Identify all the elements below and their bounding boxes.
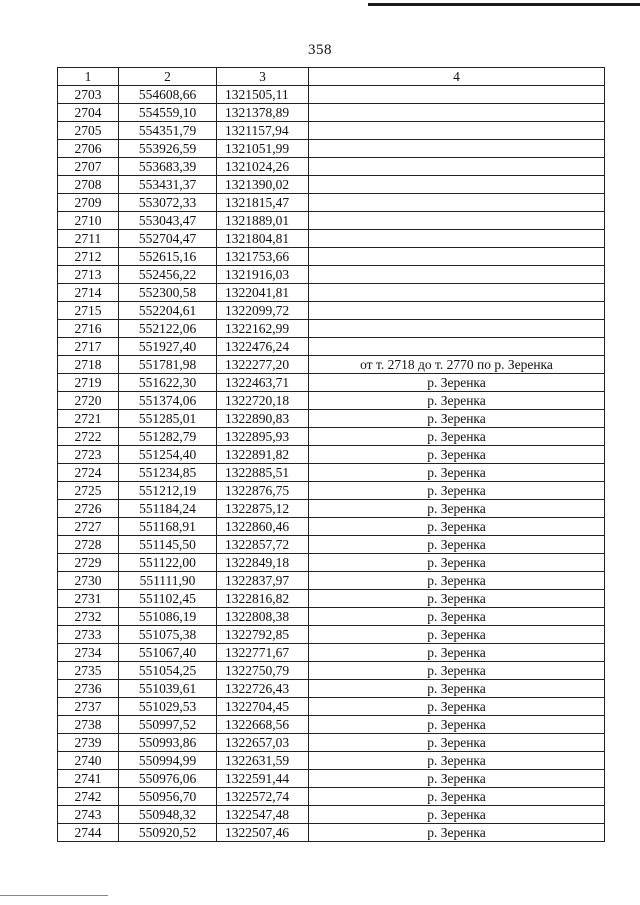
table-row — [58, 302, 605, 320]
point-number-cell: 2732 — [58, 608, 119, 626]
point-number-cell: 2729 — [58, 554, 119, 572]
point-number-cell: 2704 — [58, 104, 119, 122]
y-coordinate-cell: 1322463,71 — [217, 374, 309, 392]
table-row — [58, 806, 605, 824]
y-coordinate-cell: 1322476,24 — [217, 338, 309, 356]
description-cell: р. Зеренка — [309, 788, 605, 806]
table-row — [58, 644, 605, 662]
y-coordinate-cell: 1322891,82 — [217, 446, 309, 464]
point-number-cell: 2713 — [58, 266, 119, 284]
description-cell: р. Зеренка — [309, 536, 605, 554]
y-coordinate-cell: 1322668,56 — [217, 716, 309, 734]
description-cell — [309, 176, 605, 194]
point-number-cell: 2742 — [58, 788, 119, 806]
coordinates-table — [57, 67, 605, 842]
table-row — [58, 446, 605, 464]
table-row — [58, 680, 605, 698]
x-coordinate-cell: 551111,90 — [119, 572, 217, 590]
x-coordinate-cell: 552122,06 — [119, 320, 217, 338]
description-cell: р. Зеренка — [309, 428, 605, 446]
table-row — [58, 212, 605, 230]
point-number-cell: 2730 — [58, 572, 119, 590]
table-row — [58, 572, 605, 590]
y-coordinate-cell: 1322507,46 — [217, 824, 309, 842]
x-coordinate-cell: 551102,45 — [119, 590, 217, 608]
description-cell: р. Зеренка — [309, 608, 605, 626]
table-row — [58, 734, 605, 752]
y-coordinate-cell: 1321889,01 — [217, 212, 309, 230]
x-coordinate-cell: 551122,00 — [119, 554, 217, 572]
point-number-cell: 2744 — [58, 824, 119, 842]
x-coordinate-cell: 551622,30 — [119, 374, 217, 392]
point-number-cell: 2726 — [58, 500, 119, 518]
description-cell: р. Зеренка — [309, 590, 605, 608]
table-row — [58, 104, 605, 122]
y-coordinate-cell: 1322572,74 — [217, 788, 309, 806]
description-cell — [309, 140, 605, 158]
x-coordinate-cell: 551075,38 — [119, 626, 217, 644]
table-row — [58, 284, 605, 302]
header-col-1: 1 — [58, 68, 119, 86]
table-row — [58, 392, 605, 410]
x-coordinate-cell: 551168,91 — [119, 518, 217, 536]
point-number-cell: 2736 — [58, 680, 119, 698]
description-cell — [309, 104, 605, 122]
description-cell: р. Зеренка — [309, 716, 605, 734]
x-coordinate-cell: 551067,40 — [119, 644, 217, 662]
y-coordinate-cell: 1322099,72 — [217, 302, 309, 320]
table-row — [58, 500, 605, 518]
table-row — [58, 194, 605, 212]
x-coordinate-cell: 552704,47 — [119, 230, 217, 248]
y-coordinate-cell: 1322750,79 — [217, 662, 309, 680]
x-coordinate-cell: 551145,50 — [119, 536, 217, 554]
x-coordinate-cell: 550976,06 — [119, 770, 217, 788]
point-number-cell: 2712 — [58, 248, 119, 266]
table-row — [58, 230, 605, 248]
y-coordinate-cell: 1322860,46 — [217, 518, 309, 536]
point-number-cell: 2737 — [58, 698, 119, 716]
y-coordinate-cell: 1322849,18 — [217, 554, 309, 572]
table-row — [58, 176, 605, 194]
description-cell: р. Зеренка — [309, 662, 605, 680]
bottom-rule — [0, 895, 108, 896]
point-number-cell: 2707 — [58, 158, 119, 176]
table-row — [58, 266, 605, 284]
description-cell — [309, 338, 605, 356]
x-coordinate-cell: 553043,47 — [119, 212, 217, 230]
table-body — [58, 86, 605, 842]
point-number-cell: 2738 — [58, 716, 119, 734]
description-cell — [309, 122, 605, 140]
x-coordinate-cell: 552456,22 — [119, 266, 217, 284]
table-row — [58, 770, 605, 788]
description-cell — [309, 230, 605, 248]
point-number-cell: 2708 — [58, 176, 119, 194]
page-number: 358 — [308, 42, 332, 58]
point-number-cell: 2731 — [58, 590, 119, 608]
point-number-cell: 2728 — [58, 536, 119, 554]
description-cell: р. Зеренка — [309, 500, 605, 518]
table-row — [58, 590, 605, 608]
description-cell: р. Зеренка — [309, 572, 605, 590]
point-number-cell: 2719 — [58, 374, 119, 392]
y-coordinate-cell: 1322547,48 — [217, 806, 309, 824]
y-coordinate-cell: 1322631,59 — [217, 752, 309, 770]
y-coordinate-cell: 1321916,03 — [217, 266, 309, 284]
y-coordinate-cell: 1321024,26 — [217, 158, 309, 176]
x-coordinate-cell: 551054,25 — [119, 662, 217, 680]
x-coordinate-cell: 553926,59 — [119, 140, 217, 158]
point-number-cell: 2706 — [58, 140, 119, 158]
point-number-cell: 2733 — [58, 626, 119, 644]
y-coordinate-cell: 1322837,97 — [217, 572, 309, 590]
y-coordinate-cell: 1322895,93 — [217, 428, 309, 446]
description-cell — [309, 158, 605, 176]
x-coordinate-cell: 551254,40 — [119, 446, 217, 464]
table-row — [58, 410, 605, 428]
y-coordinate-cell: 1322808,38 — [217, 608, 309, 626]
y-coordinate-cell: 1322162,99 — [217, 320, 309, 338]
x-coordinate-cell: 551086,19 — [119, 608, 217, 626]
description-cell: р. Зеренка — [309, 410, 605, 428]
description-cell — [309, 86, 605, 104]
point-number-cell: 2725 — [58, 482, 119, 500]
table-row — [58, 698, 605, 716]
point-number-cell: 2727 — [58, 518, 119, 536]
point-number-cell: 2740 — [58, 752, 119, 770]
point-number-cell: 2717 — [58, 338, 119, 356]
table-row — [58, 482, 605, 500]
x-coordinate-cell: 550994,99 — [119, 752, 217, 770]
description-cell: р. Зеренка — [309, 644, 605, 662]
table-row — [58, 626, 605, 644]
x-coordinate-cell: 553072,33 — [119, 194, 217, 212]
y-coordinate-cell: 1322792,85 — [217, 626, 309, 644]
point-number-cell: 2705 — [58, 122, 119, 140]
description-cell — [309, 212, 605, 230]
table-row — [58, 554, 605, 572]
x-coordinate-cell: 553431,37 — [119, 176, 217, 194]
y-coordinate-cell: 1322277,20 — [217, 356, 309, 374]
point-number-cell: 2722 — [58, 428, 119, 446]
table-row — [58, 338, 605, 356]
y-coordinate-cell: 1322720,18 — [217, 392, 309, 410]
description-cell: р. Зеренка — [309, 482, 605, 500]
x-coordinate-cell: 550920,52 — [119, 824, 217, 842]
y-coordinate-cell: 1321753,66 — [217, 248, 309, 266]
description-cell: р. Зеренка — [309, 374, 605, 392]
y-coordinate-cell: 1321157,94 — [217, 122, 309, 140]
table-row — [58, 608, 605, 626]
x-coordinate-cell: 551374,06 — [119, 392, 217, 410]
description-cell: р. Зеренка — [309, 464, 605, 482]
x-coordinate-cell: 551029,53 — [119, 698, 217, 716]
point-number-cell: 2710 — [58, 212, 119, 230]
point-number-cell: 2714 — [58, 284, 119, 302]
description-cell: от т. 2718 до т. 2770 по р. Зеренка — [309, 356, 605, 374]
description-cell: р. Зеренка — [309, 734, 605, 752]
table-row — [58, 122, 605, 140]
description-cell: р. Зеренка — [309, 680, 605, 698]
point-number-cell: 2735 — [58, 662, 119, 680]
table-row — [58, 788, 605, 806]
table-row — [58, 536, 605, 554]
description-cell: р. Зеренка — [309, 518, 605, 536]
header-col-2: 2 — [119, 68, 217, 86]
x-coordinate-cell: 554351,79 — [119, 122, 217, 140]
x-coordinate-cell: 550993,86 — [119, 734, 217, 752]
y-coordinate-cell: 1322657,03 — [217, 734, 309, 752]
y-coordinate-cell: 1321390,02 — [217, 176, 309, 194]
table-row — [58, 752, 605, 770]
y-coordinate-cell: 1321815,47 — [217, 194, 309, 212]
header-col-4: 4 — [309, 68, 605, 86]
table-row — [58, 158, 605, 176]
y-coordinate-cell: 1322875,12 — [217, 500, 309, 518]
table-row — [58, 716, 605, 734]
point-number-cell: 2721 — [58, 410, 119, 428]
x-coordinate-cell: 551781,98 — [119, 356, 217, 374]
table-row — [58, 320, 605, 338]
table-row — [58, 86, 605, 104]
y-coordinate-cell: 1322816,82 — [217, 590, 309, 608]
x-coordinate-cell: 550997,52 — [119, 716, 217, 734]
y-coordinate-cell: 1322704,45 — [217, 698, 309, 716]
x-coordinate-cell: 553683,39 — [119, 158, 217, 176]
y-coordinate-cell: 1321051,99 — [217, 140, 309, 158]
table-row — [58, 824, 605, 842]
point-number-cell: 2720 — [58, 392, 119, 410]
description-cell: р. Зеренка — [309, 446, 605, 464]
table-header — [58, 68, 605, 86]
description-cell: р. Зеренка — [309, 806, 605, 824]
table-row — [58, 518, 605, 536]
description-cell: р. Зеренка — [309, 824, 605, 842]
description-cell: р. Зеренка — [309, 770, 605, 788]
point-number-cell: 2734 — [58, 644, 119, 662]
x-coordinate-cell: 554559,10 — [119, 104, 217, 122]
point-number-cell: 2724 — [58, 464, 119, 482]
point-number-cell: 2743 — [58, 806, 119, 824]
y-coordinate-cell: 1321378,89 — [217, 104, 309, 122]
point-number-cell: 2711 — [58, 230, 119, 248]
x-coordinate-cell: 551927,40 — [119, 338, 217, 356]
x-coordinate-cell: 554608,66 — [119, 86, 217, 104]
y-coordinate-cell: 1321505,11 — [217, 86, 309, 104]
table-row — [58, 140, 605, 158]
header-col-3: 3 — [217, 68, 309, 86]
point-number-cell: 2718 — [58, 356, 119, 374]
y-coordinate-cell: 1322885,51 — [217, 464, 309, 482]
table-row — [58, 662, 605, 680]
description-cell: р. Зеренка — [309, 392, 605, 410]
x-coordinate-cell: 550956,70 — [119, 788, 217, 806]
description-cell — [309, 248, 605, 266]
table-row — [58, 248, 605, 266]
point-number-cell: 2723 — [58, 446, 119, 464]
table-row — [58, 374, 605, 392]
x-coordinate-cell: 550948,32 — [119, 806, 217, 824]
point-number-cell: 2715 — [58, 302, 119, 320]
x-coordinate-cell: 551212,19 — [119, 482, 217, 500]
x-coordinate-cell: 551282,79 — [119, 428, 217, 446]
description-cell — [309, 266, 605, 284]
x-coordinate-cell: 552615,16 — [119, 248, 217, 266]
y-coordinate-cell: 1322591,44 — [217, 770, 309, 788]
y-coordinate-cell: 1322876,75 — [217, 482, 309, 500]
table-row — [58, 356, 605, 374]
x-coordinate-cell: 551234,85 — [119, 464, 217, 482]
y-coordinate-cell: 1322857,72 — [217, 536, 309, 554]
description-cell — [309, 302, 605, 320]
point-number-cell: 2741 — [58, 770, 119, 788]
description-cell — [309, 320, 605, 338]
description-cell: р. Зеренка — [309, 698, 605, 716]
x-coordinate-cell: 551184,24 — [119, 500, 217, 518]
point-number-cell: 2716 — [58, 320, 119, 338]
y-coordinate-cell: 1322771,67 — [217, 644, 309, 662]
description-cell: р. Зеренка — [309, 554, 605, 572]
point-number-cell: 2739 — [58, 734, 119, 752]
y-coordinate-cell: 1321804,81 — [217, 230, 309, 248]
table-row — [58, 464, 605, 482]
description-cell — [309, 284, 605, 302]
y-coordinate-cell: 1322041,81 — [217, 284, 309, 302]
top-rule — [368, 3, 640, 6]
point-number-cell: 2709 — [58, 194, 119, 212]
point-number-cell: 2703 — [58, 86, 119, 104]
header-row — [58, 68, 605, 86]
table-row — [58, 428, 605, 446]
y-coordinate-cell: 1322726,43 — [217, 680, 309, 698]
x-coordinate-cell: 551285,01 — [119, 410, 217, 428]
y-coordinate-cell: 1322890,83 — [217, 410, 309, 428]
x-coordinate-cell: 552204,61 — [119, 302, 217, 320]
description-cell: р. Зеренка — [309, 626, 605, 644]
description-cell: р. Зеренка — [309, 752, 605, 770]
description-cell — [309, 194, 605, 212]
x-coordinate-cell: 552300,58 — [119, 284, 217, 302]
x-coordinate-cell: 551039,61 — [119, 680, 217, 698]
